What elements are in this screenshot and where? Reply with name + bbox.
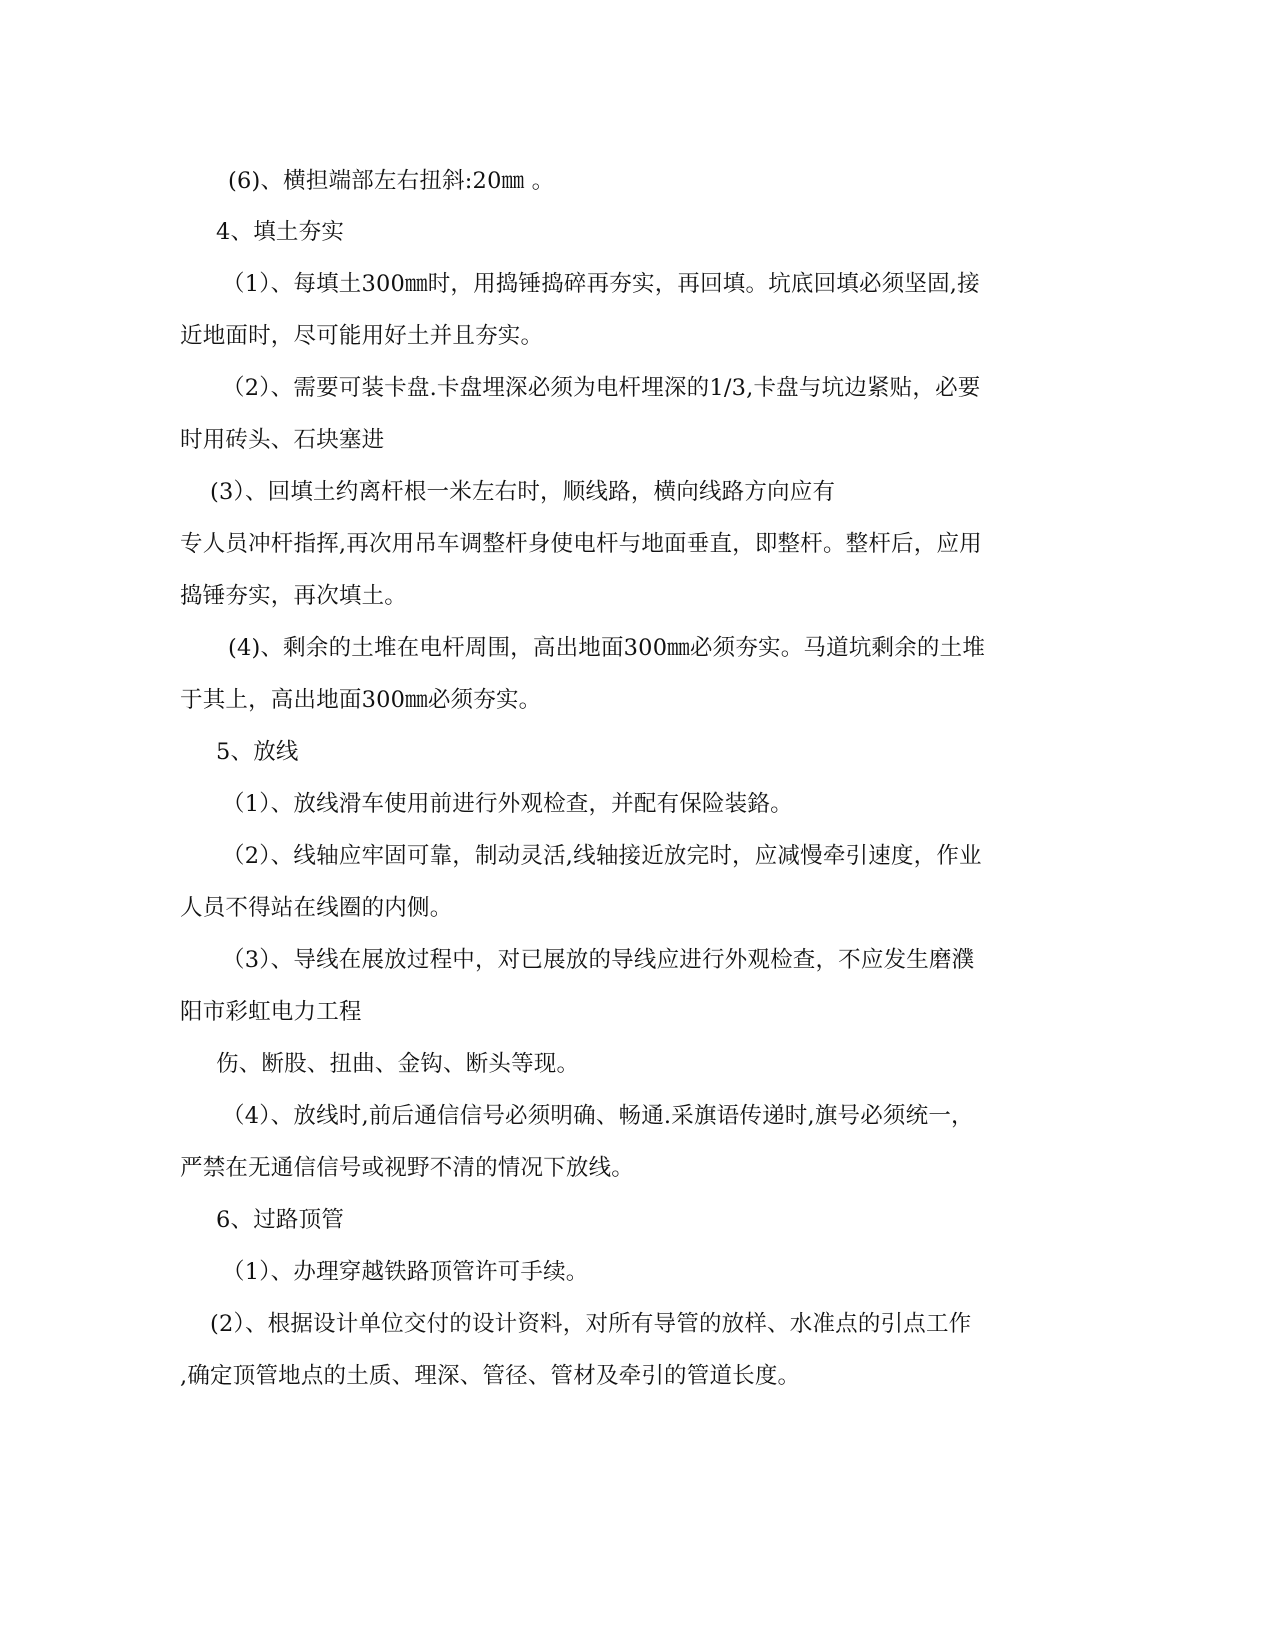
text-line: 严禁在无通信信号或视野不清的情况下放线。 [180,1155,635,1181]
text-line: （1）、每填土300㎜时，用捣锤捣碎再夯实，再回填。坑底回填必须坚固,接 [222,271,980,297]
section-heading: 4、填土夯实 [216,219,345,245]
text-line: （3）、导线在展放过程中，对已展放的导线应进行外观检查，不应发生磨濮 [222,947,975,973]
text-line: 时用砖头、石块塞进 [180,427,385,453]
text-line: 伤、断股、扭曲、金钩、断头等现。 [216,1051,580,1077]
text-line: (3）、回填土约离杆根一米左右时，顺线路，横向线路方向应有 [210,479,836,505]
text-line: 阳市彩虹电力工程 [180,999,362,1025]
text-line: 人员不得站在线圈的内侧。 [180,895,453,921]
text-line: （1）、办理穿越铁路顶管许可手续。 [222,1259,589,1285]
text-line: （1）、放线滑车使用前进行外观检查，并配有保险装鉻。 [222,791,793,817]
text-line: （4）、放线时,前后通信信号必须明确、畅通.采旗语传递时,旗号必须统一， [222,1103,974,1129]
text-line: 于其上，高出地面300㎜必须夯实。 [180,687,542,713]
text-line: 近地面时，尽可能用好土并且夯实。 [180,323,544,349]
text-line: (4)、剩余的土堆在电杆周围，高出地面300㎜必须夯实。马道坑剩余的土堆 [228,635,986,661]
text-line: （2）、需要可装卡盘.卡盘埋深必须为电杆埋深的1/3,卡盘与坑边紧贴，必要 [222,375,981,401]
text-line: (2）、根据设计单位交付的设计资料，对所有导管的放样、水准点的引点工作 [210,1311,972,1337]
text-line: ,确定顶管地点的土质、理深、管径、管材及牵引的管道长度。 [180,1363,801,1389]
text-line: 捣锤夯实，再次填土。 [180,583,408,609]
section-heading: 5、放线 [216,739,299,765]
text-line: (6)、横担端部左右扭斜:20㎜ 。 [228,168,555,194]
section-heading: 6、过路顶管 [216,1207,345,1233]
text-line: 专人员冲杆指挥,再次用吊车调整杆身使电杆与地面垂直，即整杆。整杆后，应用 [180,531,982,557]
text-line: （2）、线轴应牢固可靠，制动灵活,线轴接近放完时，应减慢牵引速度，作业 [222,843,982,869]
